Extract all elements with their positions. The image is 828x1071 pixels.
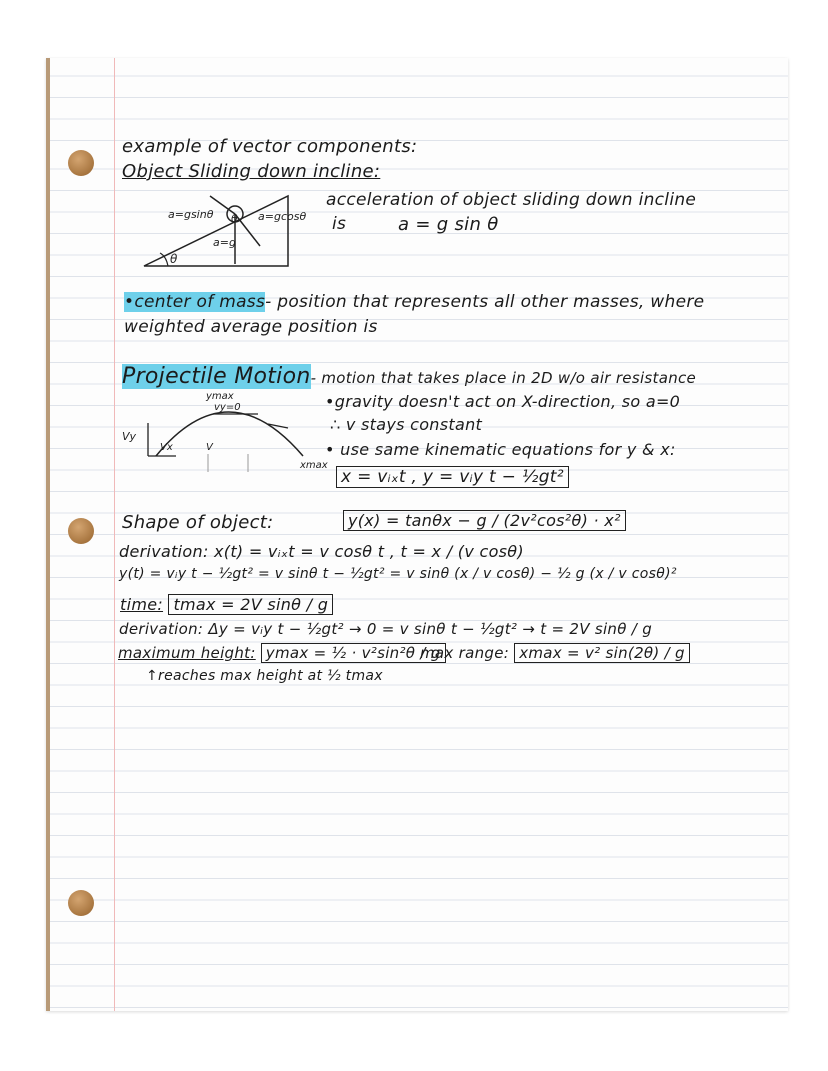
page-title: example of vector components:	[122, 136, 418, 157]
projectile-diagram	[118, 388, 333, 478]
max-range-formula: xmax = v² sin(2θ) / g	[514, 643, 690, 663]
shape-label: Shape of object:	[122, 512, 274, 533]
max-height-label: maximum height:	[118, 644, 256, 662]
incline-diagram	[138, 186, 307, 271]
label-vx: Vx	[160, 442, 173, 453]
label-inner-angle: θ	[231, 212, 238, 225]
center-of-mass-line2: weighted average position is	[124, 317, 378, 337]
time-derivation-line	[119, 620, 652, 638]
incline-note-line1: acceleration of object sliding down incline	[326, 190, 697, 210]
projectile-bullet1-line1: •gravity doesn't act on X-direction, so a=0	[325, 392, 681, 411]
projectile-bullet2: • use same kinematic equations for y & x:	[325, 440, 676, 459]
label-ymax: ymax	[206, 391, 234, 402]
max-range-line	[420, 644, 690, 662]
max-height-line	[118, 644, 446, 662]
center-of-mass-line1	[124, 292, 704, 312]
label-xmax: xmax	[300, 460, 328, 471]
label-parallel: a=gsinθ	[168, 208, 214, 221]
incline-formula: a = g sin θ	[398, 214, 499, 235]
max-range-label: max range:	[420, 644, 510, 662]
label-v: V	[206, 442, 213, 453]
center-of-mass-term: •center of mass	[124, 292, 266, 312]
max-height-note: ↑reaches max height at ½ tmax	[146, 668, 383, 684]
label-vy0: vy=0	[214, 402, 241, 413]
time-derivation-label: derivation:	[119, 620, 204, 638]
max-height-formula: ymax = ½ · v²sin²θ / g	[261, 643, 446, 663]
shape-derivation-label: derivation:	[119, 542, 209, 561]
binder-hole-bottom	[68, 890, 94, 916]
projectile-bullet1-line2: ∴ v stays constant	[330, 415, 483, 434]
projectile-heading: Projectile Motion	[122, 364, 311, 389]
margin-line	[114, 58, 115, 1011]
shape-formula: y(x) = tanθx − g / (2v²cos²θ) · x²	[343, 510, 626, 531]
binder-hole-top	[68, 150, 94, 176]
label-gravity: a=g	[213, 236, 236, 249]
time-formula: tmax = 2V sinθ / g	[168, 594, 333, 615]
incline-heading: Object Sliding down incline:	[122, 161, 381, 182]
shape-derivation-2: y(t) = vᵢy t − ½gt² = v sinθ t − ½gt² = v sinθ (x / v cosθ) − ½ g (x / v cosθ)²	[119, 566, 677, 582]
projectile-heading-line	[122, 364, 696, 389]
center-of-mass-def: - position that represents all other masses, where	[265, 292, 705, 312]
label-angle: θ	[170, 252, 178, 266]
shape-derivation-line1	[119, 542, 524, 561]
incline-note-line2: is	[332, 214, 347, 234]
shape-derivation-1: x(t) = vᵢₓt = v cosθ t , t = x / (v cosθ)	[214, 542, 524, 561]
binder-hole-middle	[68, 518, 94, 544]
label-perpendicular: a=gcosθ	[258, 210, 307, 223]
projectile-definition: - motion that takes place in 2D w/o air resistance	[310, 369, 697, 387]
time-derivation: Δy = vᵢy t − ½gt² → 0 = v sinθ t − ½gt² → t = 2V sinθ / g	[208, 620, 653, 638]
time-line	[120, 595, 333, 614]
kinematic-equations: x = vᵢₓt , y = vᵢy t − ½gt²	[336, 466, 569, 488]
time-label: time:	[120, 595, 164, 614]
label-vy: Vy	[122, 430, 137, 443]
